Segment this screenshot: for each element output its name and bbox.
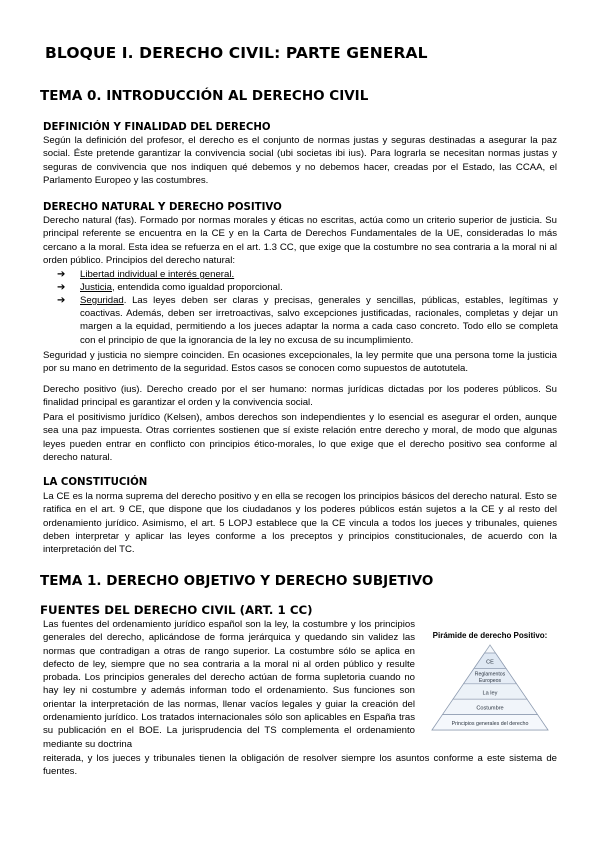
- pyramid-level-label: La ley: [482, 690, 498, 697]
- fuentes-paragraph-cont: reiterada, y los jueces y tribunales tienen la obligación de resolver siempre los asuntos conforme a este sistema de fuentes.: [43, 753, 557, 778]
- bullet-libertad-label: Libertad individual e interés general.: [80, 269, 235, 280]
- pyramid-diagram: [420, 640, 560, 735]
- pyramid-level-label: Costumbre: [476, 705, 504, 712]
- pyramid-title: Pirámide de derecho Positivo:: [432, 631, 548, 640]
- bullet-justicia-text: , entendida como igualdad proporcional.: [112, 282, 283, 293]
- constitucion-heading: LA CONSTITUCIÓN: [43, 477, 148, 488]
- bullet-justicia-label: Justicia: [80, 282, 112, 293]
- bullet-seguridad: [57, 294, 558, 347]
- arrow-icon: ➔: [57, 295, 66, 306]
- pyramid-level-label: CE: [486, 659, 494, 666]
- pyramid-level-label: Reglamentos: [474, 671, 506, 678]
- tema1-heading: TEMA 1. DERECHO OBJETIVO Y DERECHO SUBJETIVO: [40, 573, 434, 589]
- fuentes-paragraph: Las fuentes del ordenamiento jurídico español son la ley, la costumbre y los principios generales del derecho, aplicándose de forma jerárquica y quedando sin validez las normas que contradigan a otras de rango superior. La costumbre sólo se aplica en defecto de ley, siempre que no sea contraria a la moral ni al orden público y resulte probada. Los principios generales del derecho actúan de forma supletoria cuando no hay ley ni costumbre y además informan todo el ordenamiento. Sus funciones son orientar la interpretación de las normas, llenar vacíos legales y guiar la creación del ordenamiento jurídico. Los tratados internacionales sólo son aplicables en España tras su publicación en el BOE. La jurisprudencia del TS complementa el ordenamiento mediante su doctrina: [43, 619, 415, 750]
- fuentes-heading: FUENTES DEL DERECHO CIVIL (ART. 1 CC): [40, 603, 313, 617]
- arrow-icon: ➔: [57, 269, 66, 280]
- derecho-natural-paragraph: Derecho natural (fas). Formado por normas morales y éticas no escritas, actúa como un criterio superior de justicia. Su principal referente se encuentra en la CE y en la Carta de Derechos Fundamentales de la UE, consideradas lo más cercano a la moral. Esta idea se refuerza en el art. 1.3 CC, que exige que la costumbre no sea contraria a la moral ni al orden público. Principios del derecho natural:: [43, 215, 557, 266]
- tema0-heading: TEMA 0. INTRODUCCIÓN AL DERECHO CIVIL: [40, 88, 369, 104]
- pyramid-level-label: Principios generales del derecho: [451, 721, 529, 728]
- bullet-seguridad-body: [80, 294, 558, 347]
- bullet-seguridad-text: . Las leyes deben ser claras y precisas, generales y sencillas, públicas, estables, legítimas y coactivas. Además, deben ser irretroactivas, salvo excepciones justificadas, racionales, completas y dejar un margen a la equidad, permitiendo a los jueces adaptar la norma a cada caso concreto. Todo ello se completa con el principio de que la ignorancia de la ley no excusa de su incumplimiento.: [80, 295, 558, 346]
- s1-paragraph: Según la definición del profesor, el derecho es el conjunto de normas justas y seguras destinadas a asegurar la paz social. Éste pretende garantizar la convivencia social (ubi societas ibi ius). Para lograrla se necesitan normas justas y seguras de convivencia que nos indiquen qué debemos y no debemos hacer, creadas por el Estado, las CCAA, el Parlamento Europeo y las costumbres.: [43, 135, 557, 186]
- pyramid-level-label: Europeos: [478, 677, 502, 684]
- bullet-justicia: [57, 281, 558, 294]
- s1-heading: DEFINICIÓN Y FINALIDAD DEL DERECHO: [43, 122, 271, 133]
- bullet-libertad: [57, 268, 558, 281]
- document-title: BLOQUE I. DERECHO CIVIL: PARTE GENERAL: [45, 44, 428, 62]
- bullet-seguridad-label: Seguridad: [80, 295, 124, 306]
- kelsen-paragraph: Para el positivismo jurídico (Kelsen), ambos derechos son independientes y lo esencial es asegurar el orden, aunque sea una paz impuesta. Otras corrientes sostienen que sí existe relación entre derecho y moral, de modo que algunas leyes pueden entrar en conflicto con principios ético-morales, lo que exige que el derecho positivo sea conforme al derecho natural.: [43, 412, 557, 463]
- seguridad-justicia-paragraph: Seguridad y justicia no siempre coinciden. En ocasiones excepcionales, la ley permite que una persona tome la justicia por su mano en detrimento de la seguridad. Estos casos se conocen como supuestos de autotutela.: [43, 350, 557, 375]
- constitucion-paragraph: La CE es la norma suprema del derecho positivo y en ella se recogen los principios básicos del derecho natural. Esto se ratifica en el art. 9 CE, que dispone que los ciudadanos y los poderes públicos están sujetos a la CE y al resto del ordenamiento jurídico. Asimismo, el art. 5 LOPJ establece que la CE vincula a todos los jueces y tribunales, quienes deben interpretar y aplicar las leyes conforme a los preceptos y principios constitucionales, de acuerdo con la interpretación del TC.: [43, 491, 557, 556]
- arrow-icon: ➔: [57, 282, 66, 293]
- s2-heading: DERECHO NATURAL Y DERECHO POSITIVO: [43, 202, 282, 213]
- derecho-positivo-paragraph: Derecho positivo (ius). Derecho creado por el ser humano: normas jurídicas dictadas por los poderes públicos. Su finalidad principal es garantizar el orden y la convivencia social.: [43, 384, 557, 409]
